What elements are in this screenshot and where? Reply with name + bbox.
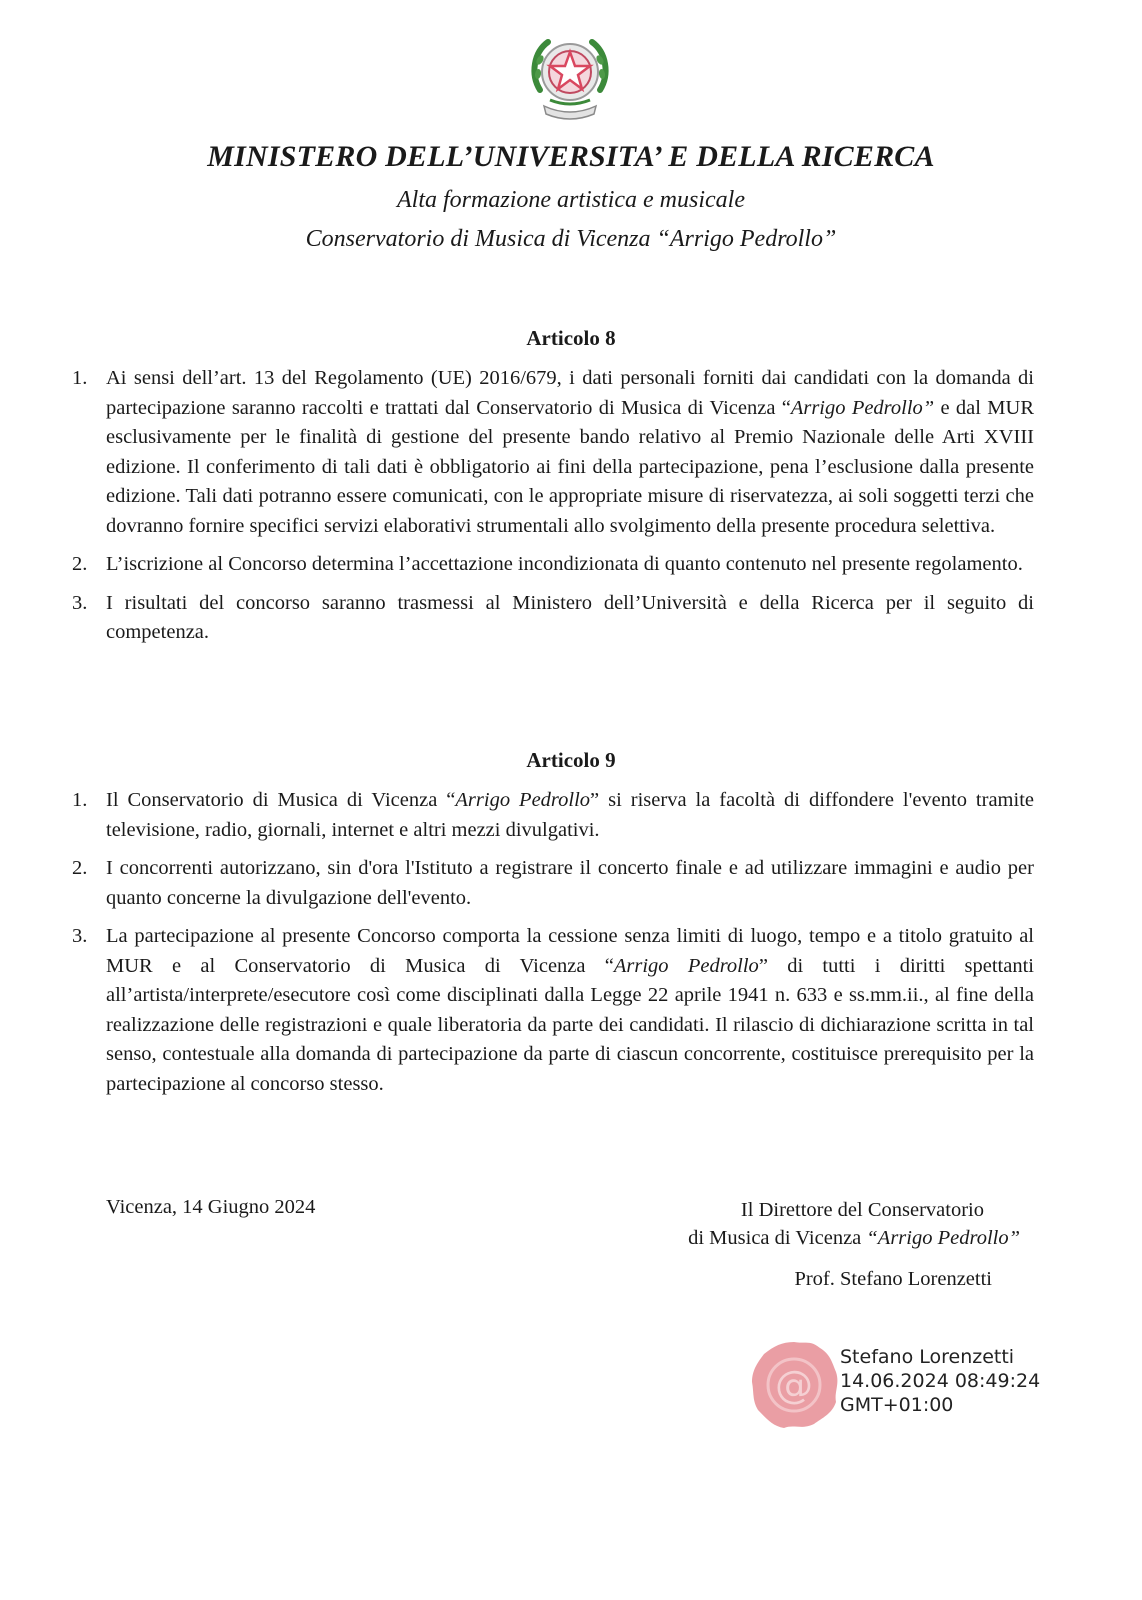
article-8-list <box>66 364 1034 657</box>
item-number: 3. <box>72 591 88 614</box>
italian-republic-emblem-icon <box>526 30 614 126</box>
list-item <box>66 589 1034 648</box>
signature-datetime: 14.06.2024 08:49:24 <box>840 1370 1041 1392</box>
item-number: 1. <box>72 367 88 389</box>
subtitle-heading: Alta formazione artistica e musicale <box>397 187 745 213</box>
institute-heading: Conservatorio di Musica di Vicenza “Arrigo Pedrollo” <box>305 226 837 252</box>
article-8-title: Articolo 8 <box>526 326 616 350</box>
svg-text:@: @ <box>775 1363 813 1407</box>
director-line-1: Il Direttore del Conservatorio <box>740 1199 984 1221</box>
list-item <box>66 922 1034 1099</box>
place-date: Vicenza, 14 Giugno 2024 <box>106 1196 316 1218</box>
item-text: I concorrenti autorizzano, sin d'ora l'Istituto a registrare il concerto finale e ad utilizzare immagini e audio per quanto concerne la divulgazione dell'evento. <box>106 857 1034 909</box>
director-line-2: di Musica di Vicenza “Arrigo Pedrollo” <box>688 1227 1020 1249</box>
at-sign-seal-icon <box>748 1338 840 1430</box>
ministry-heading: MINISTERO DELL’UNIVERSITA’ E DELLA RICERCA <box>207 140 935 173</box>
list-item <box>66 550 1034 580</box>
list-item <box>66 364 1034 541</box>
item-text: I risultati del concorso saranno trasmessi al Ministero dell’Università e della Ricerca per il seguito di competenza. <box>106 591 1034 643</box>
article-9-list <box>66 786 1034 1108</box>
item-text: La partecipazione al presente Concorso comporta la cessione senza limiti di luogo, tempo e a titolo gratuito al MUR e al Conservatorio di Musica di Vicenza “Arrigo Pedrollo” di tutti i diritti spettanti all’artista/interprete/esecutore così come disciplinati dalla Legge 22 aprile 1941 n. 633 e ss.mm.ii., al fine della realizzazione delle registrazioni e quale liberatoria da parte dei candidati. Il rilascio di dichiarazione scritta in tal senso, contestuale alla domanda di partecipazione da parte di ciascun concorrente, costituisce prerequisito per la partecipazione al concorso stesso. <box>106 925 1034 1095</box>
signature-timezone: GMT+01:00 <box>840 1394 954 1416</box>
item-number: 1. <box>72 789 88 811</box>
list-item <box>66 786 1034 845</box>
item-text: L’iscrizione al Concorso determina l’accettazione incondizionata di quanto contenuto nel presente regolamento. <box>106 553 1023 575</box>
item-text: Il Conservatorio di Musica di Vicenza “Arrigo Pedrollo” si riserva la facoltà di diffondere l'evento tramite televisione, radio, giornali, internet e altri mezzi divulgativi. <box>106 789 1034 841</box>
digital-signature-text <box>840 1345 1040 1417</box>
director-name: Prof. Stefano Lorenzetti <box>794 1268 992 1290</box>
item-text: Ai sensi dell’art. 13 del Regolamento (UE) 2016/679, i dati personali forniti dai candidati con la domanda di partecipazione saranno raccolti e trattati dal Conservatorio di Musica di Vicenza “Arrigo Pedrollo” e dal MUR esclusivamente per le finalità di gestione del presente bando relativo al Premio Nazionale delle Arti XVIII edizione. Il conferimento di tali dati è obbligatorio ai fini della partecipazione, pena l’esclusione dalla presente edizione. Tali dati potranno essere comunicati, con le appropriate misure di riservatezza, ai soli soggetti terzi che dovranno fornire specifici servizi elaborativi strumentali allo svolgimento della presente procedura selettiva. <box>106 367 1034 537</box>
list-item <box>66 854 1034 913</box>
director-title <box>600 1196 1020 1252</box>
article-9-title: Articolo 9 <box>526 748 616 772</box>
item-number: 3. <box>72 925 88 947</box>
item-number: 2. <box>72 553 88 575</box>
signature-name: Stefano Lorenzetti <box>840 1346 1015 1368</box>
item-number: 2. <box>72 857 88 879</box>
